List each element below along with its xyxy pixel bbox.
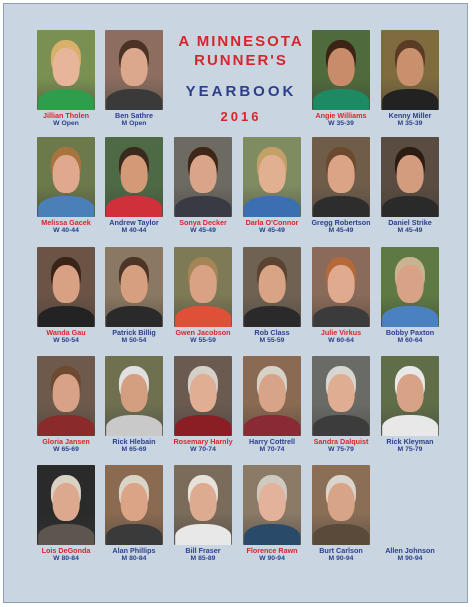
runner-card — [377, 247, 443, 345]
runner-name: Ben Sathre — [115, 111, 153, 120]
runner-name: Angie Williams — [315, 111, 367, 120]
runner-card — [33, 137, 99, 235]
runner-category: W 75-79 — [328, 446, 354, 453]
runner-category: M 75-79 — [397, 446, 423, 453]
runner-photo — [312, 137, 370, 217]
runner-category: M 45-49 — [328, 227, 354, 234]
runner-card — [101, 247, 167, 345]
runner-category: W 40-44 — [53, 227, 79, 234]
runner-category: W 70-74 — [190, 446, 216, 453]
runner-name: Patrick Billig — [112, 328, 156, 337]
runner-card — [308, 465, 374, 563]
runner-category: M 55-59 — [259, 337, 285, 344]
runner-category: W 55-59 — [190, 337, 216, 344]
runner-name: Sonya Decker — [179, 218, 227, 227]
runner-name: Rick Hlebain — [112, 437, 156, 446]
runner-name: Rob Class — [254, 328, 290, 337]
runner-category: W Open — [53, 120, 79, 127]
runner-photo — [243, 247, 301, 327]
runner-category: W 80-84 — [53, 555, 79, 562]
runner-card — [239, 356, 305, 454]
runner-card — [377, 30, 443, 128]
runner-category: M 50-54 — [121, 337, 147, 344]
runner-name: Gwen Jacobson — [175, 328, 231, 337]
runner-name: Bobby Paxton — [385, 328, 435, 337]
runner-photo — [312, 30, 370, 110]
runner-photo — [174, 465, 232, 545]
runner-card — [101, 465, 167, 563]
runner-photo — [312, 465, 370, 545]
runner-name: Sandra Dalquist — [313, 437, 369, 446]
runner-category: M 85-89 — [190, 555, 216, 562]
runner-name: Melissa Gacek — [41, 218, 91, 227]
runner-photo — [312, 356, 370, 436]
runner-photo — [105, 247, 163, 327]
runner-category: M 80-84 — [121, 555, 147, 562]
yearbook-title — [171, 32, 311, 125]
runner-category: M 40-44 — [121, 227, 147, 234]
runner-photo — [174, 137, 232, 217]
runner-category: W 65-69 — [53, 446, 79, 453]
runner-name: Jillian Tholen — [43, 111, 89, 120]
runner-category: W 60-64 — [328, 337, 354, 344]
runner-card — [101, 137, 167, 235]
runner-card — [377, 356, 443, 454]
title-line-1: A MINNESOTA — [178, 33, 304, 50]
runner-photo — [243, 137, 301, 217]
runner-category: M 70-74 — [259, 446, 285, 453]
runner-photo — [105, 137, 163, 217]
yearbook-page — [3, 3, 468, 603]
runner-category: M 65-69 — [121, 446, 147, 453]
runner-category: W 50-54 — [53, 337, 79, 344]
runner-card — [377, 465, 443, 563]
title-line-3: YEARBOOK — [185, 83, 297, 100]
runner-name: Burt Carlson — [319, 546, 363, 555]
runner-card — [33, 465, 99, 563]
runner-photo — [105, 30, 163, 110]
runner-category: W 45-49 — [190, 227, 216, 234]
runner-photo — [174, 247, 232, 327]
runner-name: Darla O'Connor — [245, 218, 299, 227]
runner-name: Kenny Miller — [388, 111, 432, 120]
runner-card — [308, 247, 374, 345]
runner-name: Daniel Strike — [388, 218, 432, 227]
runner-card — [33, 30, 99, 128]
runner-card — [377, 137, 443, 235]
runner-photo — [37, 247, 95, 327]
runner-photo — [37, 356, 95, 436]
runner-card — [101, 356, 167, 454]
runner-name: Andrew Taylor — [109, 218, 159, 227]
runner-card — [101, 30, 167, 128]
runner-category: M 90-94 — [397, 555, 423, 562]
runner-card — [170, 247, 236, 345]
runner-card — [239, 247, 305, 345]
runner-category: M Open — [121, 120, 147, 127]
title-line-2: RUNNER'S — [194, 52, 288, 69]
runner-name: Florence Rawn — [246, 546, 298, 555]
runner-card — [239, 137, 305, 235]
runner-name: Bill Fraser — [185, 546, 221, 555]
runner-card — [33, 247, 99, 345]
runner-category: M 90-94 — [328, 555, 354, 562]
runner-card — [170, 465, 236, 563]
runner-photo — [381, 247, 439, 327]
runner-category: M 35-39 — [397, 120, 423, 127]
runner-name: Gregg Robertson — [311, 218, 371, 227]
runner-name: Rick Kleyman — [386, 437, 434, 446]
runner-name: Wanda Gau — [46, 328, 86, 337]
title-year: 2016 — [220, 109, 262, 124]
runner-category: M 45-49 — [397, 227, 423, 234]
runner-photo — [37, 30, 95, 110]
runner-card — [33, 356, 99, 454]
runner-category: W 90-94 — [259, 555, 285, 562]
runner-card — [308, 30, 374, 128]
runner-name: Rosemary Harnly — [173, 437, 233, 446]
runner-photo — [312, 247, 370, 327]
runner-photo — [381, 30, 439, 110]
runner-card — [170, 356, 236, 454]
runner-photo — [381, 137, 439, 217]
runner-card — [308, 356, 374, 454]
runner-name: Gloria Jansen — [42, 437, 90, 446]
runner-card — [308, 137, 374, 235]
runner-photo — [174, 356, 232, 436]
runner-name: Harry Cottrell — [249, 437, 295, 446]
runner-name: Allen Johnson — [385, 546, 435, 555]
runner-photo — [37, 137, 95, 217]
runner-name: Julie Virkus — [320, 328, 362, 337]
runner-photo — [105, 465, 163, 545]
runner-category: M 60-64 — [397, 337, 423, 344]
runner-card — [239, 465, 305, 563]
runner-photo — [381, 465, 439, 545]
runner-photo — [243, 465, 301, 545]
runner-photo — [105, 356, 163, 436]
runner-category: W 45-49 — [259, 227, 285, 234]
runner-photo — [381, 356, 439, 436]
runner-card — [170, 137, 236, 235]
runner-name: Alan Phillips — [112, 546, 156, 555]
runner-name: Lois DeGonda — [41, 546, 91, 555]
runner-photo — [243, 356, 301, 436]
runner-photo — [37, 465, 95, 545]
runner-category: W 35-39 — [328, 120, 354, 127]
